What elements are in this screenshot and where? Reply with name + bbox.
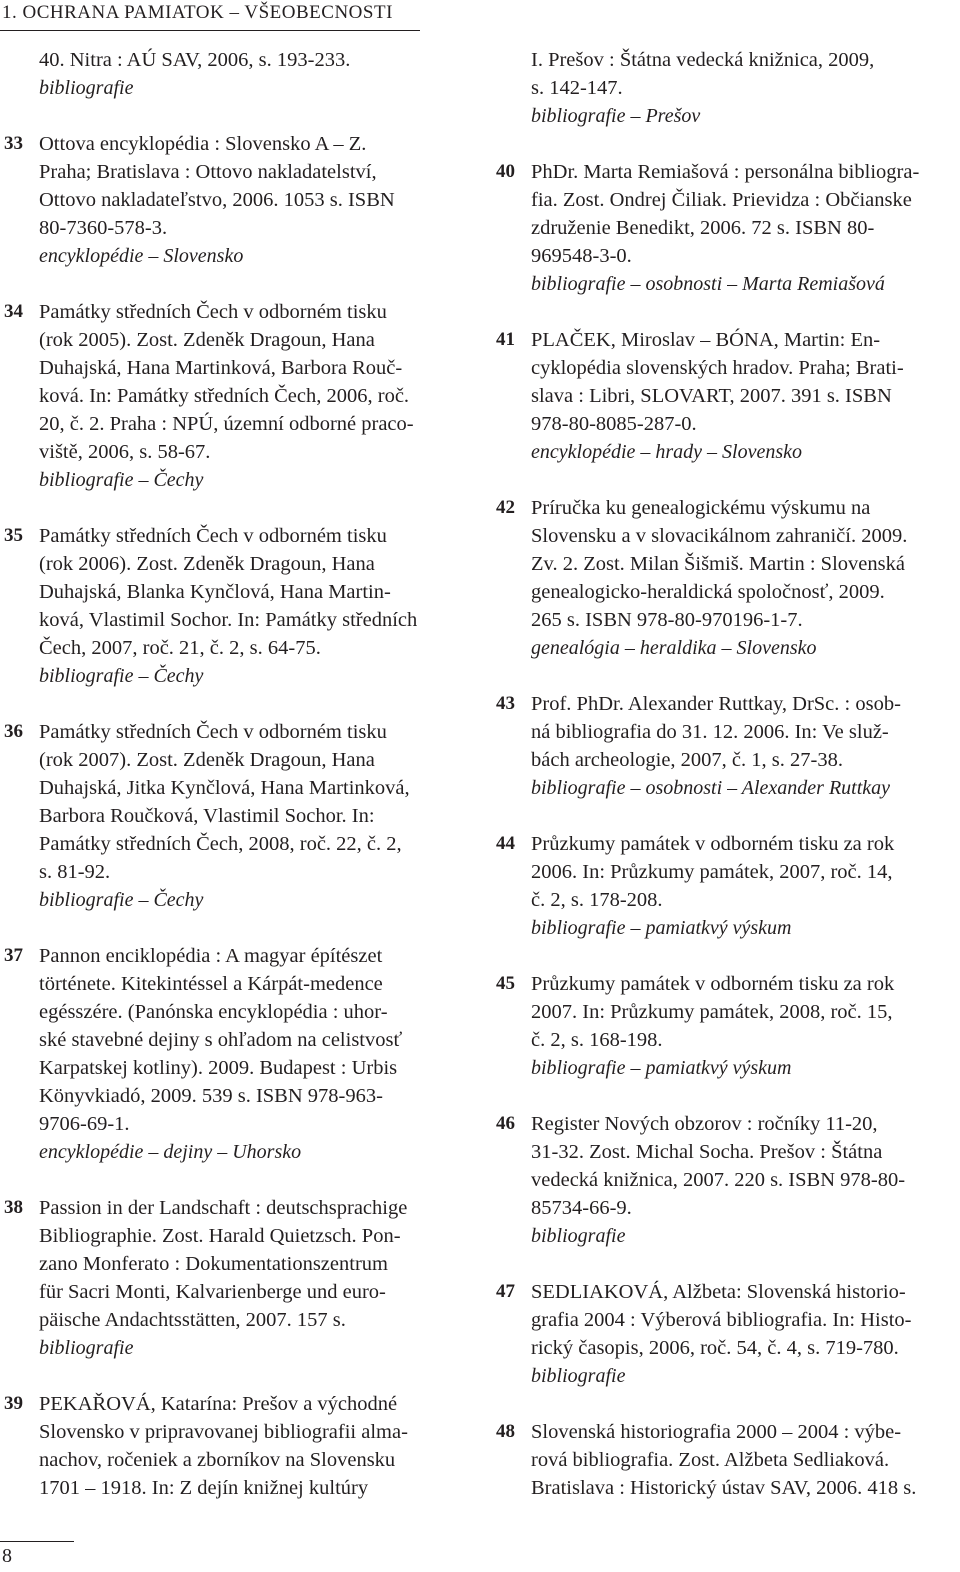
citation-line: genealogicko-heraldická spoločnosť, 2009. [531, 581, 885, 603]
citation-line: 85734-66-9. [531, 1197, 632, 1219]
entry-citation [531, 830, 960, 914]
citation-line: č. 2, s. 168-198. [531, 1029, 663, 1051]
citation-line: zano Monferato : Dokumentationszentrum [39, 1253, 388, 1275]
bibliography-entry [0, 46, 470, 102]
entry-number: 36 [4, 721, 23, 742]
bibliography-entry [0, 298, 470, 494]
citation-line: nachov, ročeniek a zborníkov na Slovensku [39, 1449, 396, 1471]
entry-number: 44 [496, 833, 515, 854]
entry-number: 43 [496, 693, 515, 714]
citation-line: ková, Vlastimil Sochor. In: Památky středních [39, 609, 418, 631]
citation-line: Ottovo nakladateľstvo, 2006. 1053 s. ISBN [39, 189, 395, 211]
entry-keywords: bibliografie [39, 77, 134, 99]
entry-keywords: bibliografie [531, 1225, 626, 1247]
citation-line: Slovensko v pripravovanej bibliografii alma- [39, 1421, 408, 1443]
citation-line: Průzkumy památek v odborném tisku za rok [531, 833, 895, 855]
citation-line: s. 81-92. [39, 861, 111, 883]
entry-number: 33 [4, 133, 23, 154]
entry-citation [39, 298, 470, 466]
bibliography-entry [492, 1110, 960, 1250]
citation-line: 978-80-8085-287-0. [531, 413, 697, 435]
citation-line: Praha; Bratislava : Ottovo nakladatelství, [39, 161, 377, 183]
citation-line: ková. In: Památky středních Čech, 2006, roč. [39, 385, 410, 407]
citation-line: ná bibliografia do 31. 12. 2006. In: Ve služ- [531, 721, 889, 743]
citation-line: 9706-69-1. [39, 1113, 130, 1135]
citation-line: Duhajská, Hana Martinková, Barbora Rouč- [39, 357, 403, 379]
bibliography-entry [492, 830, 960, 942]
bibliography-entry [492, 1418, 960, 1502]
entry-number: 46 [496, 1113, 515, 1134]
entry-number: 39 [4, 1393, 23, 1414]
bibliography-entry [0, 942, 470, 1166]
entry-citation [531, 158, 960, 270]
citation-line: Passion in der Landschaft : deutschsprachige [39, 1197, 408, 1219]
citation-line: Karpatskej kotliny). 2009. Budapest : Urbis [39, 1057, 398, 1079]
citation-line: für Sacri Monti, Kalvarienberge und euro- [39, 1281, 386, 1303]
citation-line: Slovenská historiografia 2000 – 2004 : výbe- [531, 1421, 902, 1443]
entry-keywords: genealógia – heraldika – Slovensko [531, 637, 817, 659]
citation-line: (rok 2006). Zost. Zdeněk Dragoun, Hana [39, 553, 375, 575]
bibliography-entry [492, 158, 960, 298]
entry-number: 38 [4, 1197, 23, 1218]
bibliography-entry [492, 326, 960, 466]
entry-citation [39, 522, 470, 662]
running-header [0, 0, 420, 31]
bibliography-entry [0, 1194, 470, 1362]
citation-line: (rok 2005). Zost. Zdeněk Dragoun, Hana [39, 329, 375, 351]
citation-line: Register Nových obzorov : ročníky 11-20, [531, 1113, 878, 1135]
entry-number: 47 [496, 1281, 515, 1302]
bibliography-entry [0, 718, 470, 914]
bibliography-entry [492, 46, 960, 130]
citation-line: Památky středních Čech, 2008, roč. 22, č. 2, [39, 833, 402, 855]
citation-line: 1701 – 1918. In: Z dejín knižnej kultúry [39, 1477, 369, 1499]
citation-line: Bibliographie. Zost. Harald Quietzsch. Pon- [39, 1225, 401, 1247]
entry-keywords: bibliografie – Čechy [39, 469, 204, 491]
entry-number: 42 [496, 497, 515, 518]
entry-citation [531, 970, 960, 1054]
citation-line: 2007. In: Průzkumy památek, 2008, roč. 15, [531, 1001, 893, 1023]
left-column [0, 46, 470, 1502]
citation-line: Zv. 2. Zost. Milan Šišmiš. Martin : Slovenská [531, 553, 905, 575]
citation-line: 265 s. ISBN 978-80-970196-1-7. [531, 609, 803, 631]
entry-number: 41 [496, 329, 515, 350]
citation-line: 40. Nitra : AÚ SAV, 2006, s. 193-233. [39, 49, 351, 71]
bibliography-entry [0, 130, 470, 270]
entry-citation [531, 690, 960, 774]
entry-citation [531, 1418, 960, 1502]
entry-keywords: bibliografie – Čechy [39, 665, 204, 687]
citation-line: fia. Zost. Ondrej Čiliak. Prievidza : Občianske [531, 189, 912, 211]
citation-line: Památky středních Čech v odborném tisku [39, 301, 387, 323]
entry-keywords: encyklopédie – Slovensko [39, 245, 244, 267]
citation-line: s. 142-147. [531, 77, 623, 99]
citation-line: története. Kitekintéssel a Kárpát-medence [39, 973, 383, 995]
citation-line: slava : Libri, SLOVART, 2007. 391 s. ISBN [531, 385, 892, 407]
citation-line: viště, 2006, s. 58-67. [39, 441, 211, 463]
entry-citation [531, 326, 960, 438]
bibliography-entry [492, 690, 960, 802]
citation-line: SEDLIAKOVÁ, Alžbeta: Slovenská historio- [531, 1281, 906, 1303]
citation-line: bách archeologie, 2007, č. 1, s. 27-38. [531, 749, 843, 771]
page-number: 8 [2, 1545, 12, 1567]
citation-line: 31-32. Zost. Michal Socha. Prešov : Štátna [531, 1141, 883, 1163]
entry-citation [39, 942, 470, 1138]
entry-keywords: bibliografie – Prešov [531, 105, 701, 127]
citation-line: I. Prešov : Štátna vedecká knižnica, 2009, [531, 49, 875, 71]
citation-line: rický časopis, 2006, roč. 54, č. 4, s. 719-780. [531, 1337, 899, 1359]
citation-line: grafia 2004 : Výberová bibliografia. In: Histo- [531, 1309, 912, 1331]
bibliography-entry [492, 1278, 960, 1390]
citation-line: Príručka ku genealogickému výskumu na [531, 497, 871, 519]
citation-line: (rok 2007). Zost. Zdeněk Dragoun, Hana [39, 749, 375, 771]
entry-keywords: encyklopédie – dejiny – Uhorsko [39, 1141, 302, 1163]
entry-citation [39, 130, 470, 242]
entry-keywords: bibliografie – pamiatkvý výskum [531, 1057, 792, 1079]
entry-keywords: encyklopédie – hrady – Slovensko [531, 441, 803, 463]
running-header-title: 1. OCHRANA PAMIATOK – VŠEOBECNOSTI [2, 2, 393, 23]
citation-line: 2006. In: Průzkumy památek, 2007, roč. 14, [531, 861, 893, 883]
citation-line: PhDr. Marta Remiašová : personálna bibliogra- [531, 161, 920, 183]
entry-number: 40 [496, 161, 515, 182]
entry-keywords: bibliografie [531, 1365, 626, 1387]
entry-number: 34 [4, 301, 23, 322]
entry-keywords: bibliografie – Čechy [39, 889, 204, 911]
entry-number: 37 [4, 945, 23, 966]
citation-line: Könyvkiadó, 2009. 539 s. ISBN 978-963- [39, 1085, 383, 1107]
footer-rule [0, 1541, 74, 1542]
citation-line: Duhajská, Jitka Kynčlová, Hana Martinková, [39, 777, 410, 799]
entry-citation [531, 1110, 960, 1222]
entry-citation [39, 46, 470, 74]
citation-line: vedecká knižnica, 2007. 220 s. ISBN 978-80- [531, 1169, 906, 1191]
citation-line: Památky středních Čech v odborném tisku [39, 525, 387, 547]
citation-line: Bratislava : Historický ústav SAV, 2006. 418 s. [531, 1477, 917, 1499]
entry-keywords: bibliografie – osobnosti – Marta Remiašová [531, 273, 885, 295]
entry-citation [39, 1194, 470, 1334]
entry-citation [531, 46, 960, 102]
bibliography-entry [492, 494, 960, 662]
entry-citation [531, 1278, 960, 1362]
bibliography-entry [0, 1390, 470, 1502]
citation-line: Průzkumy památek v odborném tisku za rok [531, 973, 895, 995]
entry-citation [39, 1390, 470, 1502]
citation-line: egésszére. (Panónska encyklopédia : uhor- [39, 1001, 388, 1023]
citation-line: 80-7360-578-3. [39, 217, 168, 239]
citation-line: č. 2, s. 178-208. [531, 889, 663, 911]
entry-keywords: bibliografie – osobnosti – Alexander Ruttkay [531, 777, 891, 799]
bibliography-entry [492, 970, 960, 1082]
entry-number: 45 [496, 973, 515, 994]
citation-line: 20, č. 2. Praha : NPÚ, územní odborné praco- [39, 413, 414, 435]
entry-keywords: bibliografie – pamiatkvý výskum [531, 917, 792, 939]
right-column [492, 46, 960, 1502]
citation-line: Pannon enciklopédia : A magyar építészet [39, 945, 383, 967]
citation-line: 969548-3-0. [531, 245, 632, 267]
entry-number: 48 [496, 1421, 515, 1442]
citation-line: Duhajská, Blanka Kynčlová, Hana Martin- [39, 581, 391, 603]
citation-line: Čech, 2007, roč. 21, č. 2, s. 64-75. [39, 637, 321, 659]
citation-line: Slovensku a v slovacikálnom zahraničí. 2009. [531, 525, 908, 547]
entry-number: 35 [4, 525, 23, 546]
citation-line: združenie Benedikt, 2006. 72 s. ISBN 80- [531, 217, 875, 239]
entry-keywords: bibliografie [39, 1337, 134, 1359]
entry-citation [39, 718, 470, 886]
citation-line: ské stavebné dejiny s ohľadom na celistvosť [39, 1029, 403, 1051]
citation-line: Ottova encyklopédia : Slovensko A – Z. [39, 133, 367, 155]
citation-line: Prof. PhDr. Alexander Ruttkay, DrSc. : osob- [531, 693, 901, 715]
citation-line: cyklopédia slovenských hradov. Praha; Brati- [531, 357, 904, 379]
citation-line: PLAČEK, Miroslav – BÓNA, Martin: En- [531, 329, 881, 351]
citation-line: Památky středních Čech v odborném tisku [39, 721, 387, 743]
citation-line: PEKAŘOVÁ, Katarína: Prešov a východné [39, 1393, 398, 1415]
citation-line: Barbora Roučková, Vlastimil Sochor. In: [39, 805, 375, 827]
citation-line: päische Andachtsstätten, 2007. 157 s. [39, 1309, 346, 1331]
bibliography-entry [0, 522, 470, 690]
entry-citation [531, 494, 960, 634]
citation-line: rová bibliografia. Zost. Alžbeta Sedliaková. [531, 1449, 890, 1471]
